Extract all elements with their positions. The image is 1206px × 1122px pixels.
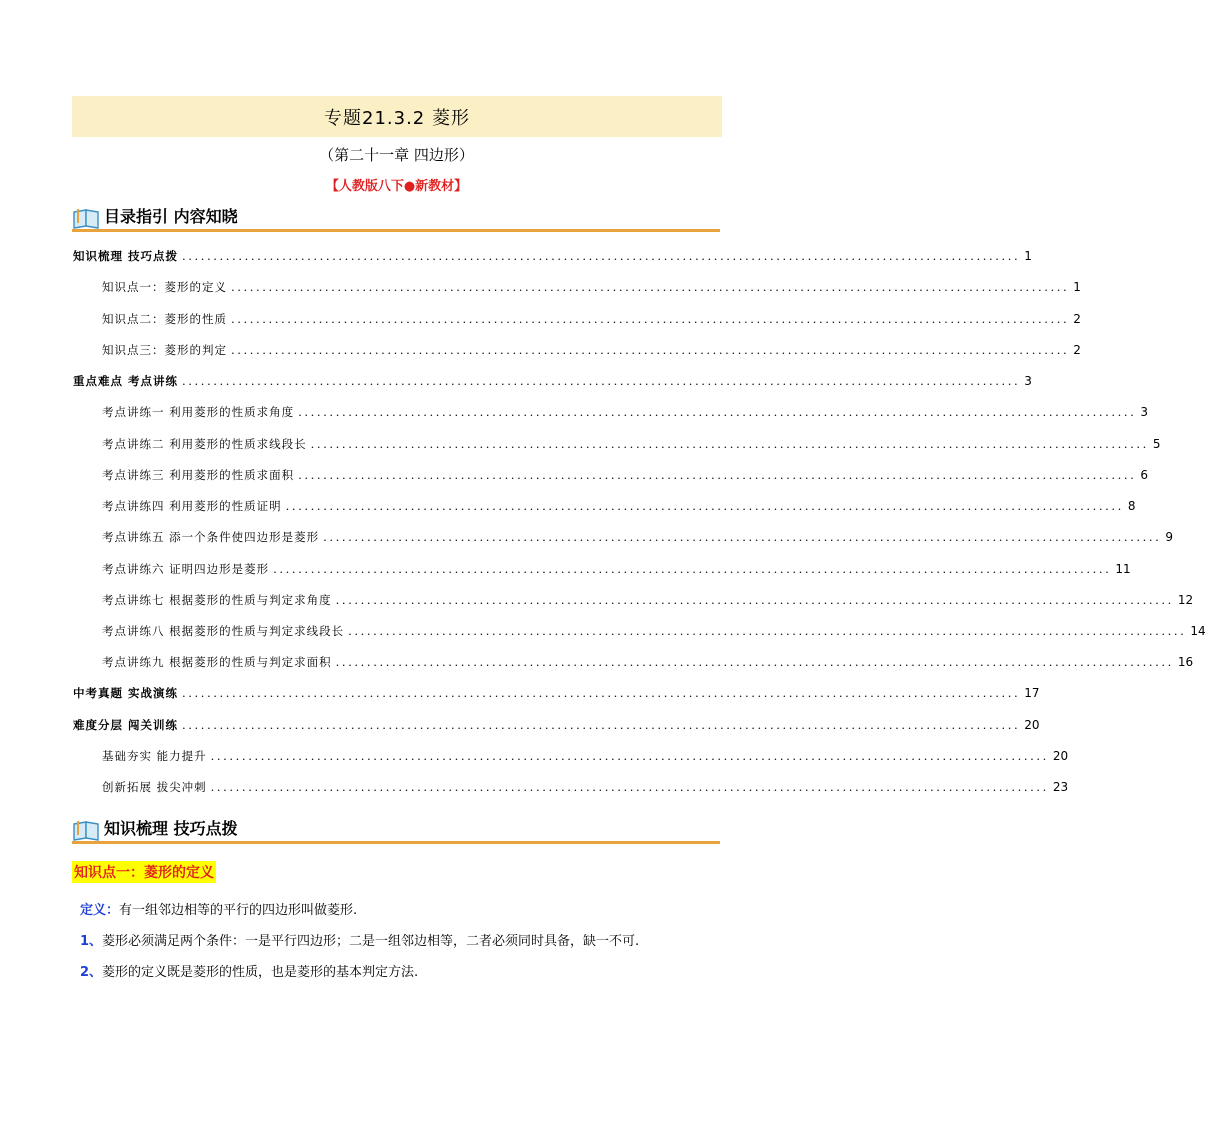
toc-entry[interactable] (102, 279, 1081, 299)
toc-entry-label: 知识点二：菱形的性质 (102, 312, 227, 326)
toc-entry-page: 2 (1073, 312, 1081, 326)
book-icon (72, 819, 102, 841)
toc-entry-label: 考点讲练四 利用菱形的性质证明 (102, 499, 282, 513)
toc-entry-page: 5 (1152, 437, 1161, 451)
toc-entry-label: 考点讲练二 利用菱形的性质求线段长 (102, 437, 307, 451)
toc-entry[interactable] (73, 248, 1032, 268)
toc-leader: ...................................................................................................................................... (348, 624, 1187, 638)
toc-entry[interactable] (102, 623, 1206, 643)
toc-entry[interactable] (102, 404, 1149, 424)
book-icon (72, 207, 102, 229)
toc-entry[interactable] (73, 685, 1040, 705)
toc-leader: ...................................................................................................................................... (182, 718, 1021, 732)
toc-entry-page: 3 (1140, 405, 1149, 419)
toc-entry-label: 考点讲练三 利用菱形的性质求面积 (102, 468, 295, 482)
toc-entry[interactable] (102, 529, 1174, 549)
toc-entry-page: 20 (1024, 718, 1040, 732)
toc-leader: ...................................................................................................................................... (298, 405, 1137, 419)
toc-entry-label: 创新拓展 拔尖冲刺 (102, 780, 207, 794)
toc-entry-page: 2 (1073, 343, 1081, 357)
toc-entry-page: 17 (1024, 686, 1040, 700)
toc-leader: ...................................................................................................................................... (298, 468, 1137, 482)
knowledge-item (80, 930, 639, 949)
item-number: 1、 (80, 934, 103, 949)
knowledge-section-heading (72, 815, 720, 844)
toc-entry[interactable] (102, 436, 1161, 456)
toc-entry[interactable] (102, 467, 1149, 487)
toc-leader: ...................................................................................................................................... (182, 686, 1021, 700)
toc-leader: ...................................................................................................................................... (231, 280, 1070, 294)
toc-leader: ...................................................................................................................................... (273, 562, 1112, 576)
toc-entry-label: 知识点一：菱形的定义 (102, 280, 227, 294)
toc-entry-label: 考点讲练七 根据菱形的性质与判定求角度 (102, 593, 332, 607)
toc-entry[interactable] (102, 311, 1081, 331)
toc-leader: ...................................................................................................................................... (231, 343, 1070, 357)
toc-leader: ...................................................................................................................................... (323, 530, 1162, 544)
toc-entry-label: 中考真题 实战演练 (73, 686, 179, 700)
knowledge-item (80, 961, 418, 980)
toc-entry-page: 1 (1073, 280, 1081, 294)
knowledge-heading-text: 知识梳理 技巧点拨 (104, 819, 238, 838)
toc-entry-page: 3 (1024, 374, 1032, 388)
toc-leader: ...................................................................................................................................... (231, 312, 1070, 326)
toc-entry-label: 知识点三：菱形的判定 (102, 343, 227, 357)
toc-entry-page: 9 (1165, 530, 1174, 544)
toc-leader: ...................................................................................................................................... (182, 249, 1021, 263)
toc-entry-label: 考点讲练六 证明四边形是菱形 (102, 562, 270, 576)
toc-entry[interactable] (102, 654, 1194, 674)
toc-leader: ...................................................................................................................................... (285, 499, 1124, 513)
item-text: 菱形必须满足两个条件：一是平行四边形；二是一组邻边相等，二者必须同时具备，缺一不可. (102, 934, 640, 949)
toc-entry[interactable] (102, 342, 1081, 362)
toc-leader: ...................................................................................................................................... (335, 593, 1174, 607)
toc-entry-page: 23 (1052, 780, 1069, 794)
toc-leader: ...................................................................................................................................... (182, 374, 1021, 388)
toc-entry-page: 14 (1190, 624, 1206, 638)
definition-lead: 定义： (80, 903, 120, 918)
document-title-text: 专题21.3.2 菱形 (324, 107, 470, 129)
toc-entry-page: 16 (1177, 655, 1194, 669)
toc-entry-label: 基础夯实 能力提升 (102, 749, 207, 763)
knowledge-point-title: 知识点一：菱形的定义 (72, 861, 216, 883)
toc-heading-text: 目录指引 内容知晓 (104, 207, 238, 226)
toc-entry-page: 12 (1177, 593, 1194, 607)
toc-entry-label: 考点讲练一 利用菱形的性质求角度 (102, 405, 295, 419)
toc-entry-page: 20 (1052, 749, 1069, 763)
toc-section-heading (72, 203, 720, 232)
chapter-subtitle: （第二十一章 四边形） (319, 146, 474, 164)
toc-entry-label: 考点讲练五 添一个条件使四边形是菱形 (102, 530, 320, 544)
item-number: 2、 (80, 965, 103, 980)
toc-entry-page: 6 (1140, 468, 1149, 482)
toc-entry[interactable] (102, 498, 1136, 518)
toc-entry[interactable] (73, 373, 1032, 393)
toc-entry-page: 11 (1115, 562, 1131, 576)
toc-entry[interactable] (102, 561, 1131, 581)
toc-leader: ...................................................................................................................................... (335, 655, 1174, 669)
item-text: 菱形的定义既是菱形的性质，也是菱形的基本判定方法. (102, 965, 419, 980)
toc-entry-page: 8 (1127, 499, 1136, 513)
toc-entry[interactable] (102, 779, 1069, 799)
edition-label: 【人教版八下●新教材】 (325, 179, 468, 194)
document-title (72, 96, 722, 137)
toc-entry[interactable] (102, 592, 1194, 612)
toc-entry-label: 考点讲练八 根据菱形的性质与判定求线段长 (102, 624, 345, 638)
toc-leader: ...................................................................................................................................... (210, 749, 1049, 763)
toc-entry-label: 知识梳理 技巧点拨 (73, 249, 179, 263)
toc-entry-page: 1 (1024, 249, 1032, 263)
toc-entry[interactable] (73, 717, 1040, 737)
toc-entry-label: 考点讲练九 根据菱形的性质与判定求面积 (102, 655, 332, 669)
toc-entry[interactable] (102, 748, 1069, 768)
toc-entry-label: 难度分层 闯关训练 (73, 718, 179, 732)
toc-leader: ...................................................................................................................................... (310, 437, 1149, 451)
definition-text: 有一组邻边相等的平行的四边形叫做菱形. (119, 903, 358, 918)
toc-entry-label: 重点难点 考点讲练 (73, 374, 179, 388)
definition-paragraph (80, 899, 357, 918)
toc-leader: ...................................................................................................................................... (210, 780, 1049, 794)
